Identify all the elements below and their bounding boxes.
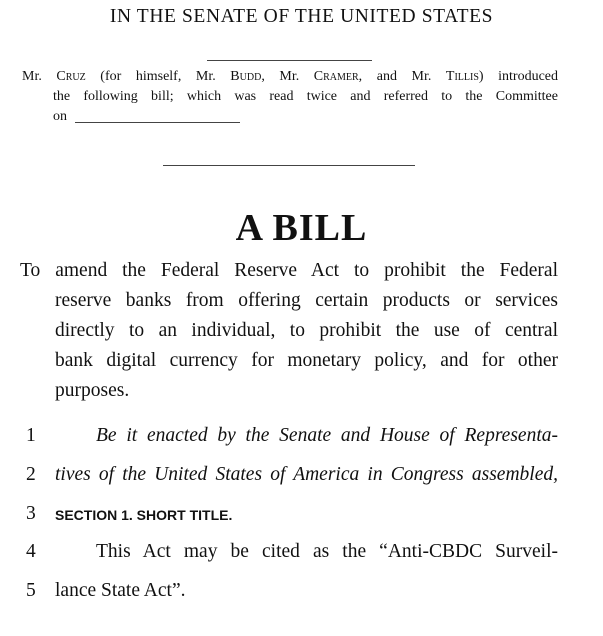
committee-blank [75, 122, 240, 123]
line-number: 5 [26, 580, 36, 601]
title-line: bank digital currency for monetary policy, and for other [55, 350, 558, 371]
title-line: reserve banks from offering certain products or services [55, 290, 558, 311]
section-text-line: lance State Act”. [55, 580, 186, 601]
sponsor-line-1: Mr. Cruz (for himself, Mr. Budd, Mr. Cramer, and Mr. Tillis) introduced [22, 69, 558, 84]
enacting-clause-line: Be it enacted by the Senate and House of Representa- [96, 425, 558, 446]
cosponsor-name: Tillis [445, 69, 479, 84]
sponsor-name: Cruz [56, 69, 86, 84]
section-text-line: This Act may be cited as the “Anti-CBDC Surveil- [96, 541, 558, 562]
sponsor-line-3: on [53, 109, 67, 124]
cosponsor-name: Budd [230, 69, 262, 84]
title-line: To amend the Federal Reserve Act to prohibit the Federal [20, 260, 558, 281]
line-number: 3 [26, 503, 36, 524]
divider-short [207, 60, 372, 61]
chamber-header: IN THE SENATE OF THE UNITED STATES [109, 6, 494, 27]
line-number: 4 [26, 541, 36, 562]
cosponsor-name: Cramer [313, 69, 359, 84]
line-number: 1 [26, 425, 36, 446]
title-line: purposes. [55, 380, 130, 401]
bill-heading: A BILL [235, 207, 368, 249]
line-number: 2 [26, 464, 36, 485]
divider-long [163, 165, 415, 166]
section-heading: SECTION 1. SHORT TITLE. [55, 507, 233, 523]
enacting-clause-line: tives of the United States of America in Congress assembled, [55, 464, 558, 485]
title-line: directly to an individual, to prohibit the use of central [55, 320, 558, 341]
sponsor-line-2: the following bill; which was read twice and referred to the Committee [53, 89, 558, 104]
